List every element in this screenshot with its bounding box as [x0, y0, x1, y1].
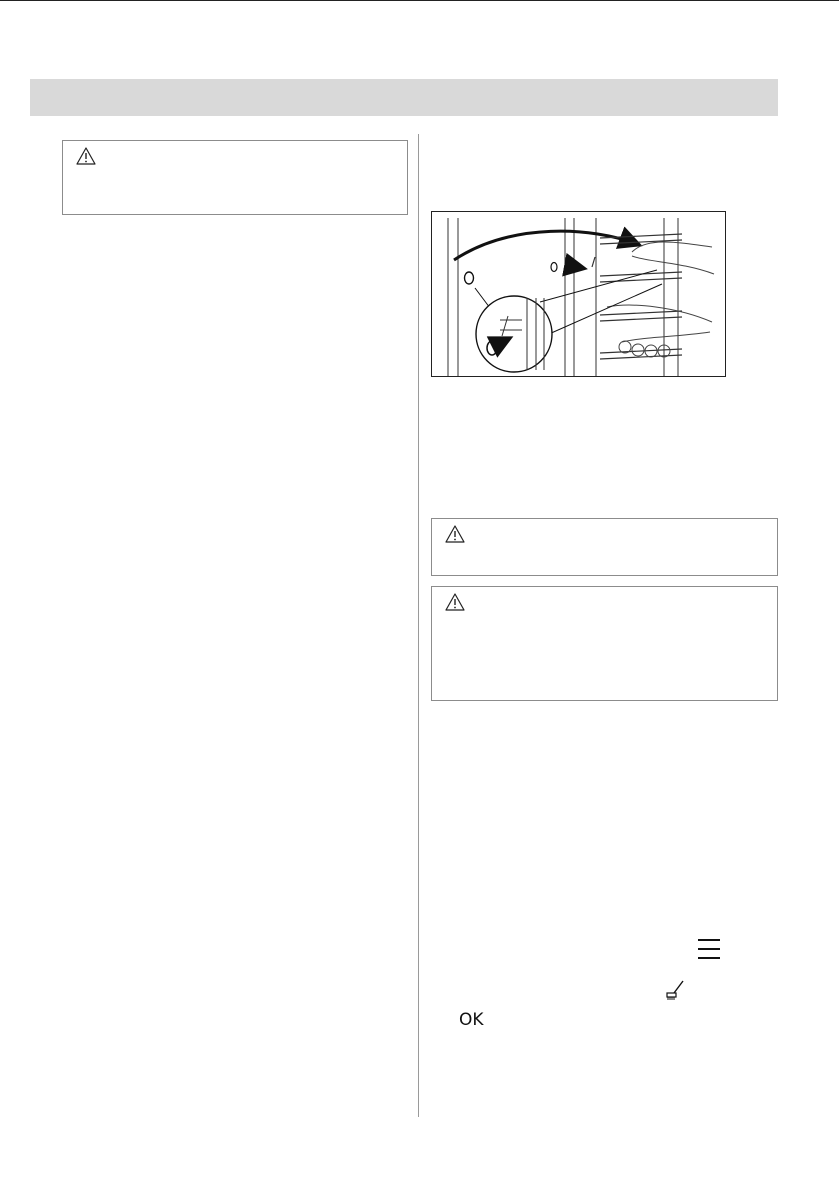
warning-triangle-icon — [445, 525, 465, 543]
warning-box-2 — [431, 518, 778, 576]
ok-label: OK — [459, 1010, 484, 1030]
top-rule — [0, 0, 839, 1]
column-divider — [418, 134, 419, 1117]
shelf-support-illustration — [432, 212, 726, 377]
warning-triangle-icon — [76, 147, 96, 165]
cleaning-brush-icon — [664, 979, 686, 1005]
warning-box-1 — [62, 140, 408, 215]
warning-triangle-icon — [445, 593, 465, 611]
warning-box-3 — [431, 586, 778, 701]
shelf-support-figure — [431, 211, 726, 377]
menu-icon — [697, 938, 721, 964]
section-header-bar — [30, 79, 778, 116]
